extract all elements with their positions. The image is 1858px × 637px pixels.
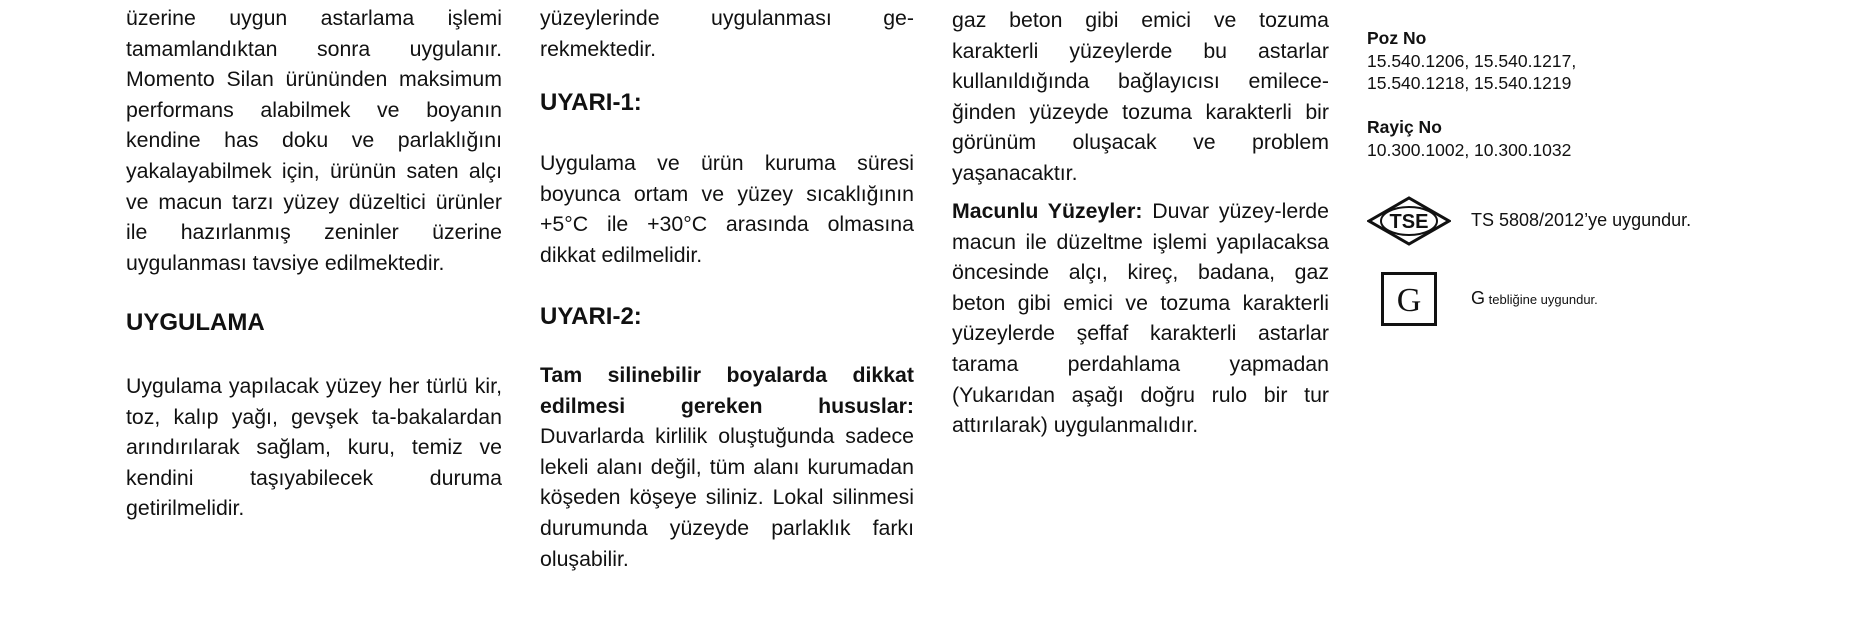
poz-no-line-2: 15.540.1218, 15.540.1219 — [1367, 73, 1572, 93]
intro-paragraph: üzerine uygun astarlama işlemi tamamlandıktan sonra uygulanır. Momento Silan ürününden maksimum performans alabilmek ve boyanın kendine has doku ve parlaklığını yakalayabilmek için, ürünün saten alçı ve macun tarzı yüzey düzeltici ürünler ile hazırlanmış zeninler üzerine uygulanması tavsiye edilmektedir. — [126, 6, 502, 275]
poz-no-line-1: 15.540.1206, 15.540.1217, — [1367, 51, 1577, 71]
uyari-1-paragraph: Uygulama ve ürün kuruma süresi boyunca ortam ve yüzey sıcaklığının +5°C ile +30°C arasında olmasına dikkat edilmelidir. — [540, 151, 914, 267]
astar-paragraph: gaz beton gibi emici ve tozuma karakterli yüzeylerde bu astarlar kullanıldığında bağlayıcısı emilece-ğinden yüzeyde tozuma karakterli bir görünüm oluşacak ve problem yaşanacaktır. — [952, 8, 1329, 185]
uyari-1-heading: UYARI-1: — [540, 89, 642, 116]
macunlu-bold-lead: Macunlu Yüzeyler: — [952, 199, 1143, 223]
tse-logo-text: TSE — [1389, 211, 1429, 233]
macunlu-paragraph — [952, 196, 1329, 441]
uyari-2-paragraph — [540, 360, 914, 574]
rayic-no-value: 10.300.1002, 10.300.1032 — [1367, 140, 1572, 160]
uyari-2-heading: UYARI-2: — [540, 303, 642, 330]
g-text-large: G — [1471, 288, 1486, 308]
g-mark-icon — [1381, 272, 1437, 326]
uyari-2-bold-lead: Tam silinebilir boyalarda dikkat edilmesi gereken hususlar: — [540, 363, 914, 418]
poz-no-label: Poz No — [1367, 28, 1427, 48]
rayic-no-label: Rayiç No — [1367, 117, 1442, 137]
g-certification — [1381, 272, 1598, 326]
g-text-small: tebliğine uygundur. — [1485, 292, 1598, 307]
tse-certification — [1367, 196, 1692, 246]
tse-text: TS 5808/2012’ye uygundur. — [1471, 210, 1692, 230]
tse-logo-icon — [1367, 196, 1451, 246]
continuation-paragraph: yüzeylerinde uygulanması ge-rekmektedir. — [540, 6, 914, 61]
g-text — [1471, 288, 1598, 309]
g-mark-text: G — [1396, 282, 1422, 319]
macunlu-text: Duvar yüzey-lerde macun ile düzeltme işlemi yapılacaksa öncesinde alçı, kireç, badana, gaz beton gibi emici ve tozuma karakterli yüzeylerde şeffaf karakterli astarlar tarama perdahlama yapmadan (Yukarıdan aşağı doğru rulo bir tur attırılarak) uygulanmalıdır. — [952, 199, 1329, 438]
uyari-2-text: Duvarlarda kirlilik oluştuğunda sadece lekeli alanı değil, tüm alanı kurumadan köşeden köşeye siliniz. Lokal silinmesi durumunda yüzeyde parlaklık farkı oluşabilir. — [540, 424, 914, 571]
uygulama-paragraph: Uygulama yapılacak yüzey her türlü kir, toz, kalıp yağı, gevşek ta-bakalardan arındırılarak sağlam, kuru, temiz ve kendini taşıyabilecek duruma getirilmelidir. — [126, 374, 502, 521]
uygulama-heading: UYGULAMA — [126, 309, 265, 336]
